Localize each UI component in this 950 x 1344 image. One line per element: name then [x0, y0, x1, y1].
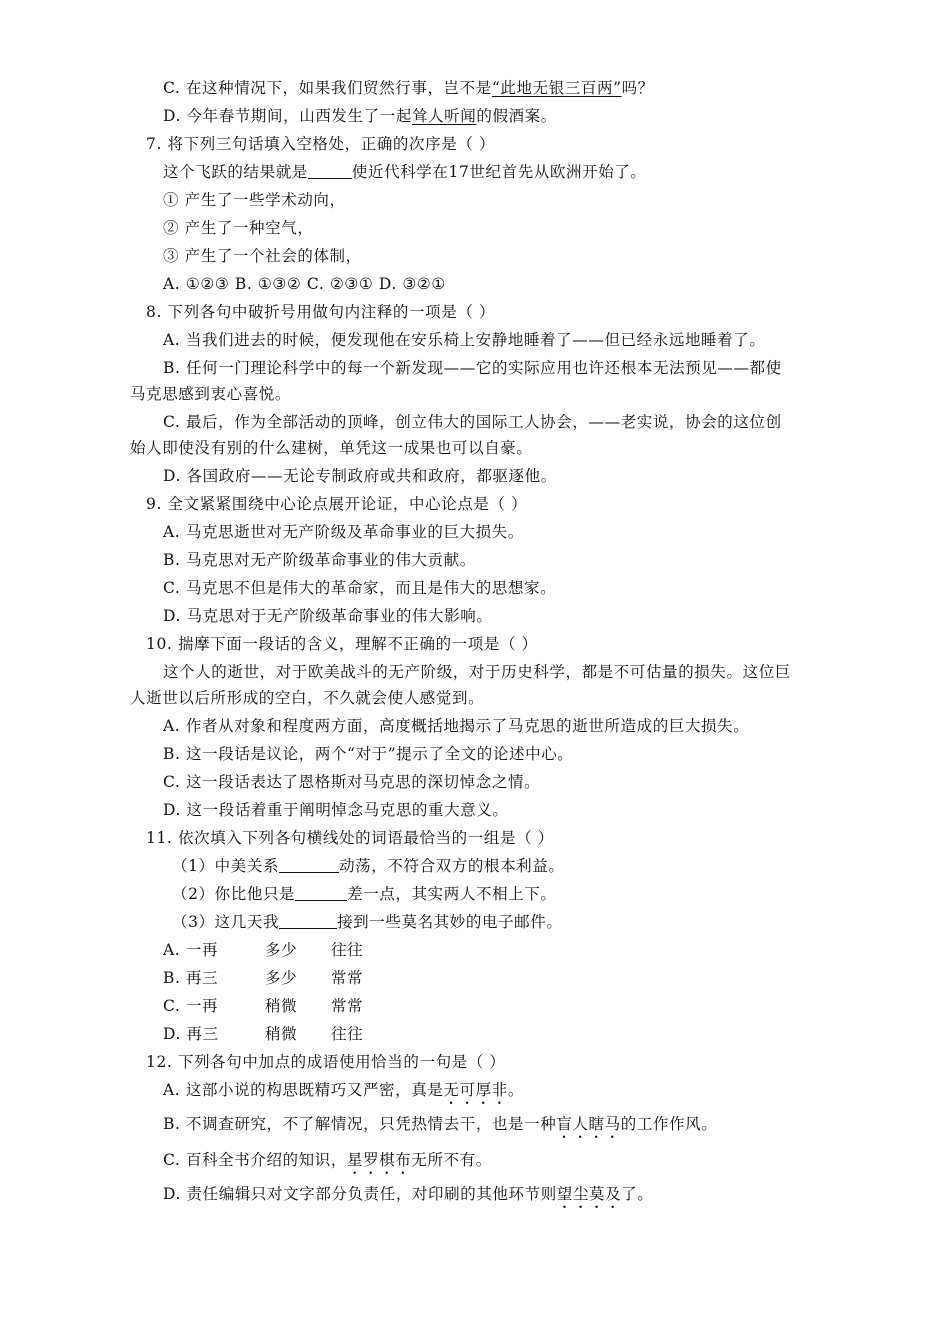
- q11-sentence-2: [172, 884, 556, 904]
- q11-option-b-word-1: B. 再三: [163, 969, 219, 987]
- q6-option-d-text: D. 今年春节期间，山西发生了一起: [163, 107, 412, 125]
- q7-sentence: [163, 162, 647, 182]
- q10-option-d: D. 这一段话着重于阐明悼念马克思的重大意义。: [163, 801, 509, 819]
- q6-option-c: [163, 78, 654, 98]
- q12-option-b-tail: 的工作作风。: [620, 1115, 718, 1133]
- q10-passage: 这个人的逝世，对于欧美战斗的无产阶级，对于历史科学，都是不可估量的损失。这位巨: [163, 663, 791, 681]
- q11-blank-2: [295, 884, 347, 901]
- q10-option-b: B. 这一段话是议论，两个“对于”提示了全文的论述中心。: [163, 745, 574, 763]
- q12-option-c-tail: 无所不有。: [411, 1151, 492, 1169]
- q11-sentence-3-head: （3）这几天我: [172, 913, 280, 931]
- q10-passage-cont: 人逝世以后所形成的空白，不久就会使人感觉到。: [130, 689, 485, 707]
- q9-option-d: D. 马克思对于无产阶级革命事业的伟大影响。: [163, 607, 493, 625]
- q11-option-b-word-3: 常常: [331, 969, 364, 987]
- q7-sentence-head: 这个飞跃的结果就是: [163, 163, 308, 181]
- q11-sentence-1-head: （1）中美关系: [172, 857, 280, 875]
- q11-option-d-word-2: 稍微: [265, 1025, 298, 1043]
- q11-sentence-2-head: （2）你比他只是: [172, 885, 296, 903]
- q12-option-d-idiom: 望尘莫及: [556, 1185, 622, 1203]
- q6-option-c-text: C. 在这种情况下，如果我们贸然行事，岂不是: [163, 79, 492, 97]
- q12-option-d-text: D. 责任编辑只对文字部分负责任，对印刷的其他环节则: [163, 1185, 557, 1203]
- q12-option-a-idiom: 无可厚非: [443, 1081, 508, 1099]
- q12-option-b-text: B. 不调查研究，不了解情况，只凭热情去干，也是一种: [163, 1115, 557, 1133]
- q6-option-d-tail: 的假酒案。: [476, 107, 557, 125]
- q7-item-2: ② 产生了一种空气，: [163, 219, 314, 237]
- q6-option-c-tail: 吗？: [621, 79, 654, 97]
- q12-option-b: [163, 1114, 717, 1142]
- q12-option-b-idiom: 盲人瞎马: [556, 1115, 621, 1133]
- q11-sentence-2-tail: 差一点，其实两人不相上下。: [347, 885, 557, 903]
- q12-option-d-tail: 了。: [621, 1185, 654, 1203]
- q12-option-a-tail: 。: [507, 1081, 524, 1099]
- q10-stem: 10. 揣摩下面一段话的含义，理解不正确的一项是（ ）: [146, 635, 538, 653]
- q9-stem: 9. 全文紧紧围绕中心论点展开论证，中心论点是（ ）: [146, 495, 528, 513]
- q7-options: A. ①②③ B. ①③② C. ②③① D. ③②①: [163, 275, 446, 293]
- q11-stem: 11. 依次填入下列各句横线处的词语最恰当的一组是（ ）: [146, 829, 554, 847]
- q8-option-b: B. 任何一门理论科学中的每一个新发现——它的实际应用也许还根本无法预见——都使: [163, 359, 782, 377]
- q7-stem: 7. 将下列三句话填入空格处，正确的次序是（ ）: [146, 135, 496, 153]
- q9-option-c: C. 马克思不但是伟大的革命家，而且是伟大的思想家。: [163, 579, 557, 597]
- q8-option-c-cont: 始人即使没有别的什么建树，单凭这一成果也可以自豪。: [130, 439, 533, 457]
- q11-option-b-word-2: 多少: [265, 969, 298, 987]
- q11-sentence-3-tail: 接到一些莫名其妙的电子邮件。: [337, 913, 563, 931]
- q11-option-a-word-3: 往往: [331, 941, 364, 959]
- q12-option-c-text: C. 百科全书介绍的知识，: [163, 1151, 347, 1169]
- q8-option-d: D. 各国政府——无论专制政府或共和政府，都驱逐他。: [163, 467, 557, 485]
- q11-sentence-3: [172, 912, 562, 932]
- q11-blank-1: [279, 856, 339, 873]
- q10-option-c: C. 这一段话表达了恩格斯对马克思的深切悼念之情。: [163, 773, 541, 791]
- q12-option-a: [163, 1080, 524, 1108]
- q11-option-c-word-1: C. 一再: [163, 997, 219, 1015]
- q7-blank: [308, 162, 352, 179]
- q8-option-b-cont: 马克思感到衷心喜悦。: [130, 385, 292, 403]
- q6-option-c-underlined: “此地无银三百两”: [491, 79, 622, 97]
- q11-option-c-word-3: 常常: [331, 997, 364, 1015]
- q6-option-d: [163, 106, 557, 126]
- q11-option-c-word-2: 稍微: [265, 997, 298, 1015]
- q11-option-d-word-1: D. 再三: [163, 1025, 219, 1043]
- q11-sentence-1-tail: 动荡，不符合双方的根本利益。: [339, 857, 565, 875]
- q12-option-d: [163, 1184, 653, 1212]
- q11-sentence-1: [172, 856, 564, 876]
- q12-stem: 12. 下列各句中加点的成语使用恰当的一句是（ ）: [146, 1053, 506, 1071]
- q7-sentence-tail: 使近代科学在17世纪首先从欧洲开始了。: [351, 163, 647, 181]
- q9-option-a: A. 马克思逝世对无产阶级及革命事业的巨大损失。: [163, 523, 524, 541]
- q12-option-c: [163, 1150, 492, 1178]
- q11-option-a-word-2: 多少: [265, 941, 298, 959]
- q11-option-a-word-1: A. 一再: [163, 941, 219, 959]
- q12-option-a-text: A. 这部小说的构思既精巧又严密，真是: [163, 1081, 444, 1099]
- q7-item-1: ① 产生了一些学术动向，: [163, 191, 346, 209]
- q8-option-c: C. 最后，作为全部活动的顶峰，创立伟大的国际工人协会，——老实说，协会的这位创: [163, 413, 782, 431]
- q12-option-c-idiom: 星罗棋布: [346, 1151, 412, 1169]
- q10-option-a: A. 作者从对象和程度两方面，高度概括地揭示了马克思的逝世所造成的巨大损失。: [163, 717, 750, 735]
- q11-blank-3: [279, 912, 337, 929]
- q7-item-3: ③ 产生了一个社会的体制，: [163, 247, 362, 265]
- q6-option-d-underlined: 耸人听闻: [411, 107, 477, 125]
- q8-stem: 8. 下列各句中破折号用做句内注释的一项是（ ）: [146, 303, 496, 321]
- q8-option-a: A. 当我们进去的时候，便发现他在安乐椅上安静地睡着了——但已经永远地睡着了。: [163, 331, 766, 349]
- q9-option-b: B. 马克思对无产阶级革命事业的伟大贡献。: [163, 551, 476, 569]
- q11-option-d-word-3: 往往: [331, 1025, 364, 1043]
